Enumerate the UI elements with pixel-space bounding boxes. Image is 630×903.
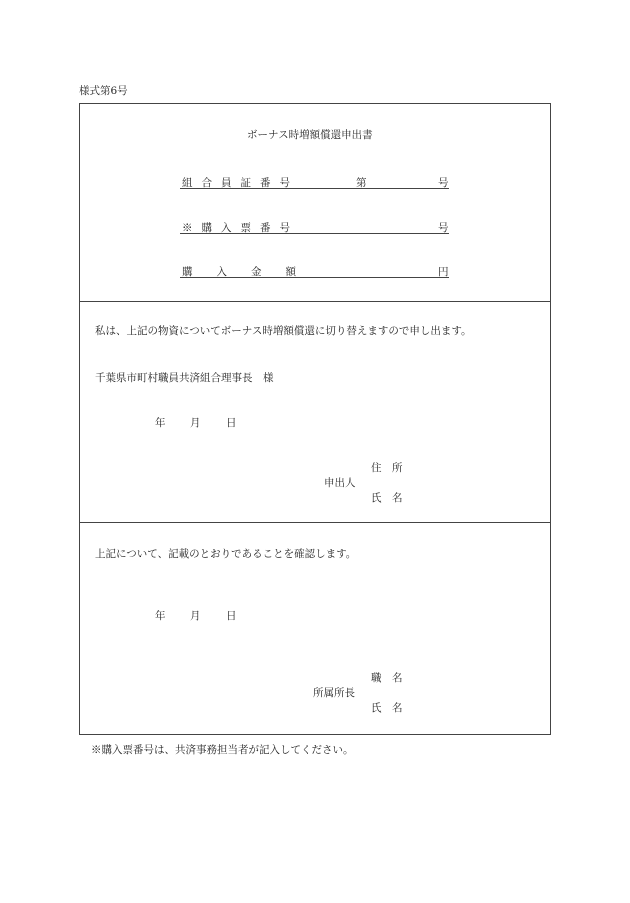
applicant-statement: 私は、上記の物資についてボーナス時増額償還に切り替えますので申し出ます。 [95, 325, 472, 337]
job-title-label: 職 名 [371, 672, 403, 684]
amount-suffix: 円 [438, 266, 449, 278]
ticket-no-suffix: 号 [438, 222, 449, 234]
member-no-label: 組合員証番号 [182, 177, 299, 189]
confirmation-statement: 上記について、記載のとおりであることを確認します。 [95, 548, 357, 560]
confirm-date-day: 日 [226, 610, 237, 622]
applicant-date-month: 月 [190, 417, 201, 429]
confirm-name-label: 氏 名 [371, 702, 403, 714]
applicant-label: 申出人 [324, 477, 356, 489]
form-title: ボーナス時増額償還申出書 [247, 129, 373, 141]
section-divider-1 [79, 301, 551, 302]
address-label: 住 所 [371, 462, 403, 474]
applicant-name-label: 氏 名 [371, 492, 403, 504]
member-no-underline [180, 188, 449, 189]
confirm-date-month: 月 [190, 610, 201, 622]
form-number: 様式第6号 [79, 85, 128, 97]
footnote: ※購入票番号は、共済事務担当者が記入してください。 [91, 744, 354, 756]
ticket-no-label: ※購入票番号 [182, 222, 299, 234]
amount-underline [180, 277, 449, 278]
ticket-no-underline [180, 233, 449, 234]
applicant-date-year: 年 [155, 417, 166, 429]
addressee: 千葉県市町村職員共済組合理事長 様 [95, 372, 274, 384]
confirm-date-year: 年 [155, 610, 166, 622]
form-frame [79, 103, 551, 735]
section-divider-2 [79, 522, 551, 523]
member-no-mid: 第 [356, 177, 367, 189]
applicant-date-day: 日 [226, 417, 237, 429]
department-head-label: 所属所長 [313, 687, 355, 699]
amount-label: 購入金額 [182, 266, 320, 278]
member-no-suffix: 号 [438, 177, 449, 189]
